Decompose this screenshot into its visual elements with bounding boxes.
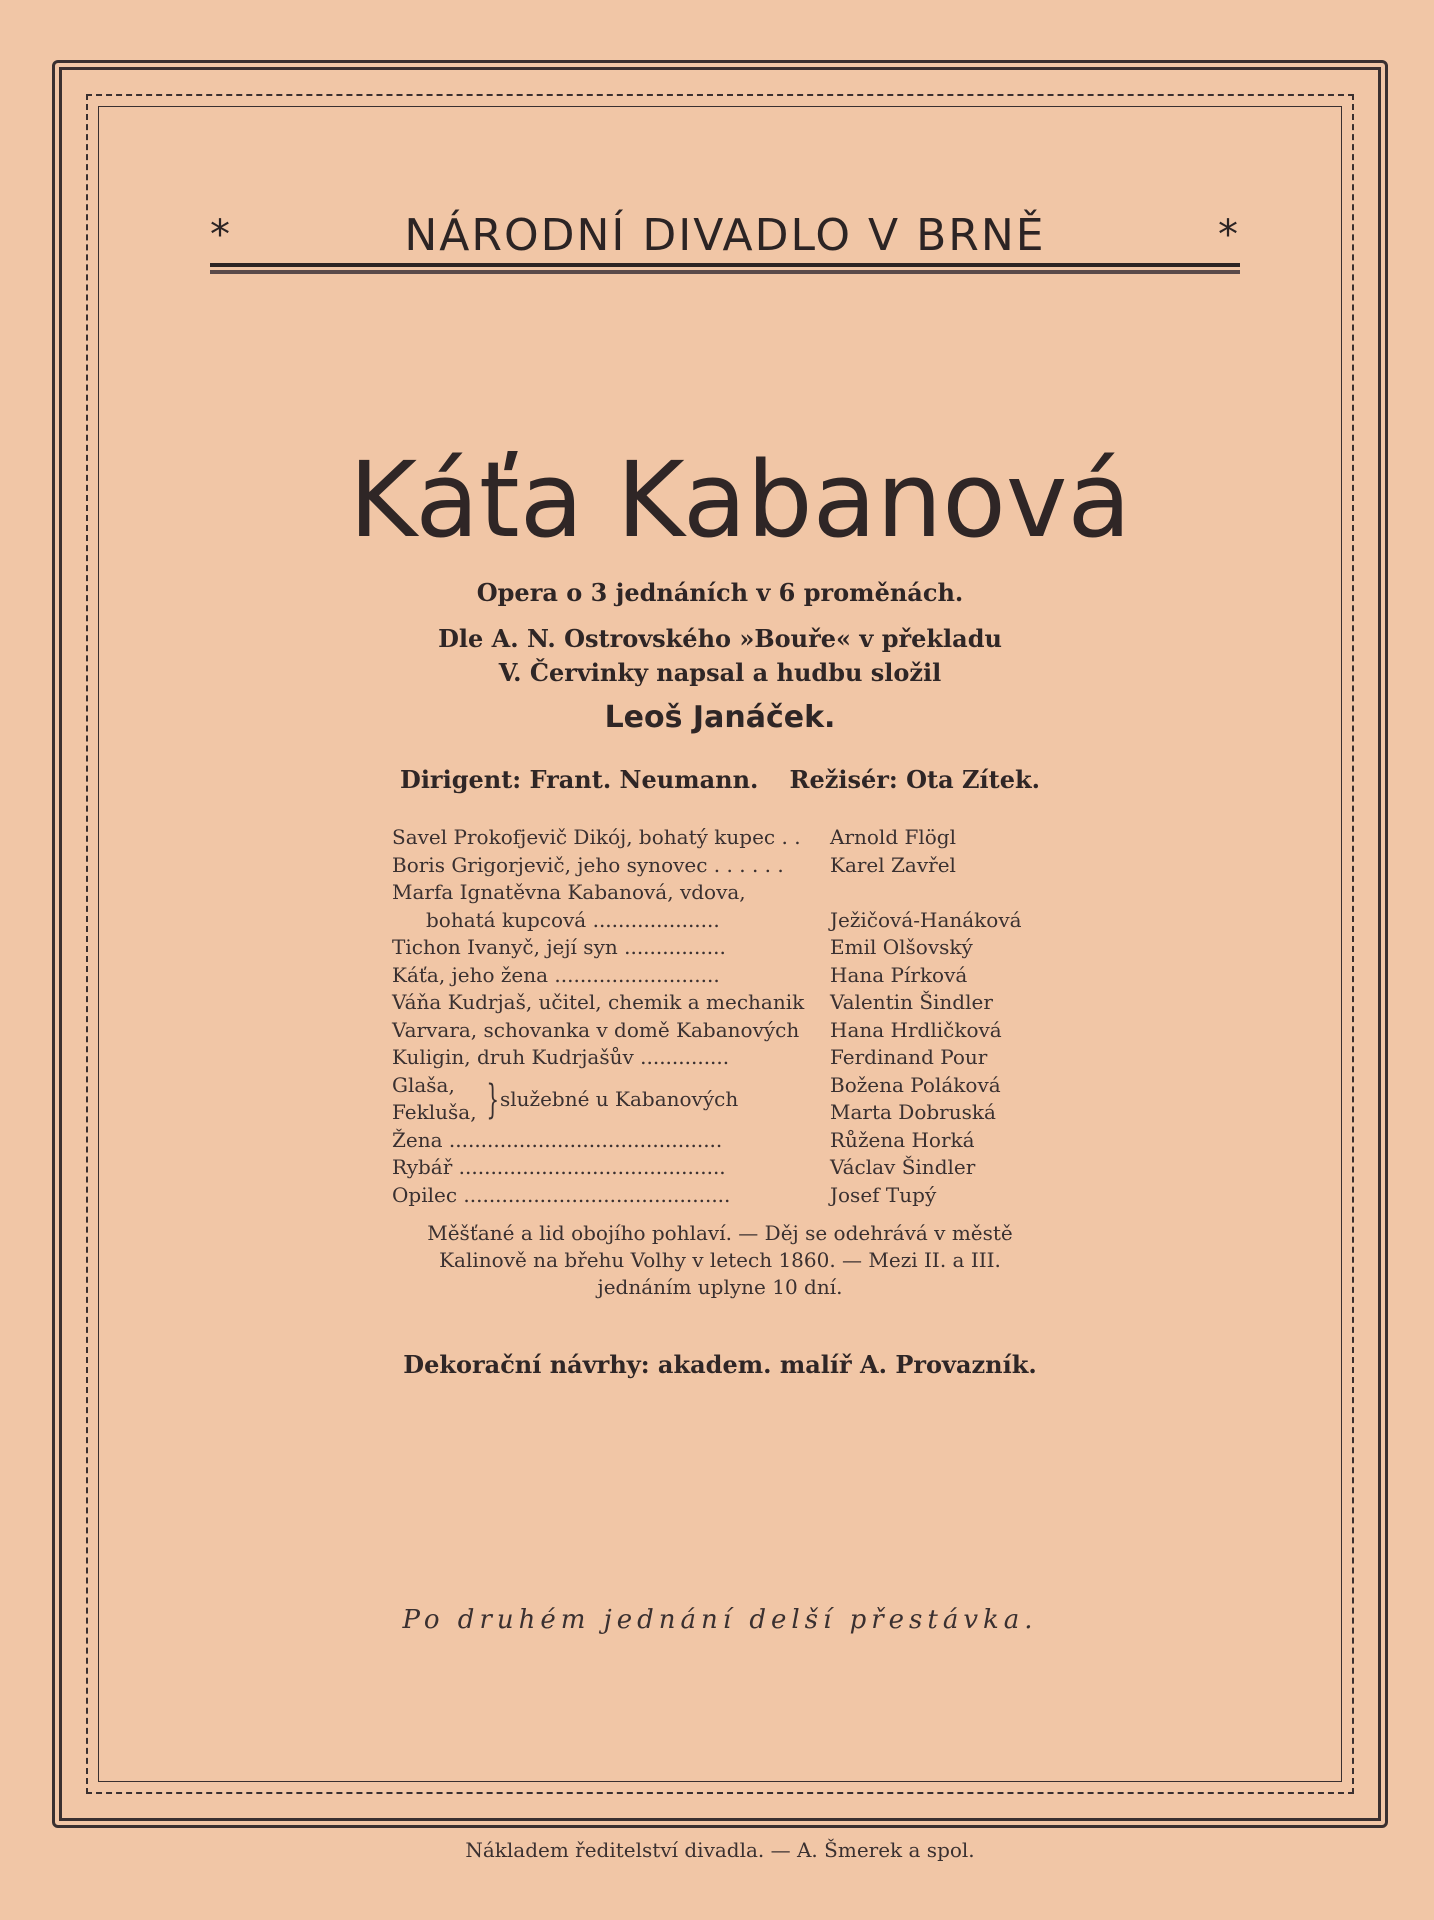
cast-role: Káťa, jeho žena ..........................	[392, 962, 720, 987]
cast-role: Opilec ..........................................	[392, 1182, 731, 1207]
theatre-heading	[210, 205, 1240, 265]
cast-row	[392, 962, 1052, 990]
cast-actor: Valentin Šindler	[830, 990, 993, 1014]
cast-row	[392, 1154, 1052, 1182]
setting-note-line-3: jednáním uplyne 10 dní.	[597, 1275, 843, 1299]
cast-role: Kuligin, druh Kudrjašův ..............	[392, 1045, 730, 1069]
cast-role: Marfa Ignatěvna Kabanová, vdova,	[392, 880, 746, 904]
cast-row	[392, 1044, 1052, 1072]
cast-role: Fekluša,	[392, 1100, 477, 1124]
cast-actor: Ferdinand Pour	[830, 1045, 988, 1069]
composer-name: Leoš Janáček.	[604, 700, 836, 735]
subtitle-line-3: V. Červinky napsal a hudbu složil	[498, 658, 942, 687]
cast-role: Váňa Kudrjaš, učitel, chemik a mechanik	[392, 990, 805, 1014]
cast-role: Žena ...........................................	[392, 1127, 723, 1152]
brace-glyph: }	[486, 1076, 500, 1123]
theatre-name: NÁRODNÍ DIVADLO V BRNĚ	[404, 209, 1046, 261]
cast-actor: Hana Hrdličková	[830, 1017, 1002, 1042]
cast-role: Rybář ..........................................	[392, 1155, 726, 1179]
star-left: *	[210, 212, 232, 258]
cast-row	[392, 907, 1052, 935]
director: Režisér: Ota Zítek.	[789, 765, 1040, 794]
cast-actor: Božena Poláková	[830, 1072, 1001, 1097]
cast-row	[392, 852, 1052, 880]
interval-note: Po druhém jednání delší přestávka.	[402, 1605, 1038, 1635]
cast-role: Tichon Ivanyč, její syn ................	[392, 935, 726, 959]
cast-role: Savel Prokofjevič Dikój, bohatý kupec . .	[392, 825, 801, 849]
conductor: Dirigent: Frant. Neumann.	[400, 765, 759, 794]
cast-role: bohatá kupcová ....................	[426, 907, 720, 932]
cast-actor: Arnold Flögl	[830, 825, 956, 849]
cast-actor: Václav Šindler	[830, 1155, 976, 1179]
cast-actor: Josef Tupý	[830, 1182, 937, 1207]
cast-row	[392, 1182, 1052, 1210]
cast-role: Glaša,	[392, 1072, 455, 1097]
cast-row	[392, 989, 1052, 1017]
staff-line	[400, 765, 1040, 794]
servants-group	[392, 1072, 1052, 1127]
cast-actor: Hana Pírková	[830, 962, 968, 987]
cast-actor: Růžena Horká	[830, 1127, 975, 1152]
subtitle-line-1: Opera o 3 jednáních v 6 proměnách.	[476, 578, 964, 607]
subtitle-line-2: Dle A. N. Ostrovského »Bouře« v překladu	[438, 624, 1002, 653]
cast-actor: Emil Olšovský	[830, 935, 973, 959]
cast-row	[392, 1017, 1052, 1045]
setting-note-line-1: Měšťané a lid obojího pohlaví. — Děj se odehrává v městě	[427, 1221, 1013, 1245]
cast-list	[392, 824, 1052, 1209]
setting-note	[390, 1220, 1050, 1301]
cast-actor: Ježičová-Hanáková	[830, 907, 1022, 932]
decorations-credit: Dekorační návrhy: akadem. malíř A. Provazník.	[403, 1350, 1037, 1379]
heading-rule	[210, 263, 1240, 267]
setting-note-line-2: Kalinově na břehu Volhy v letech 1860. — Mezi II. a III.	[439, 1248, 1001, 1272]
cast-role: Boris Grigorjevič, jeho synovec . . . . . .	[392, 852, 784, 877]
cast-actor: Marta Dobruská	[830, 1100, 996, 1124]
cast-row	[392, 879, 1052, 907]
opera-title: Káťa Kabanová	[348, 439, 1132, 561]
publisher-footer: Nákladem ředitelství divadla. — A. Šmerek a spol.	[465, 1838, 975, 1862]
star-right: *	[1218, 212, 1240, 258]
cast-role: Varvara, schovanka v domě Kabanových	[392, 1017, 800, 1042]
cast-actor: Karel Zavřel	[830, 852, 956, 877]
servants-note: služebné u Kabanových	[500, 1086, 739, 1111]
cast-row	[392, 824, 1052, 852]
cast-row	[392, 1127, 1052, 1155]
cast-row	[392, 934, 1052, 962]
heading-rule-second	[210, 270, 1240, 274]
